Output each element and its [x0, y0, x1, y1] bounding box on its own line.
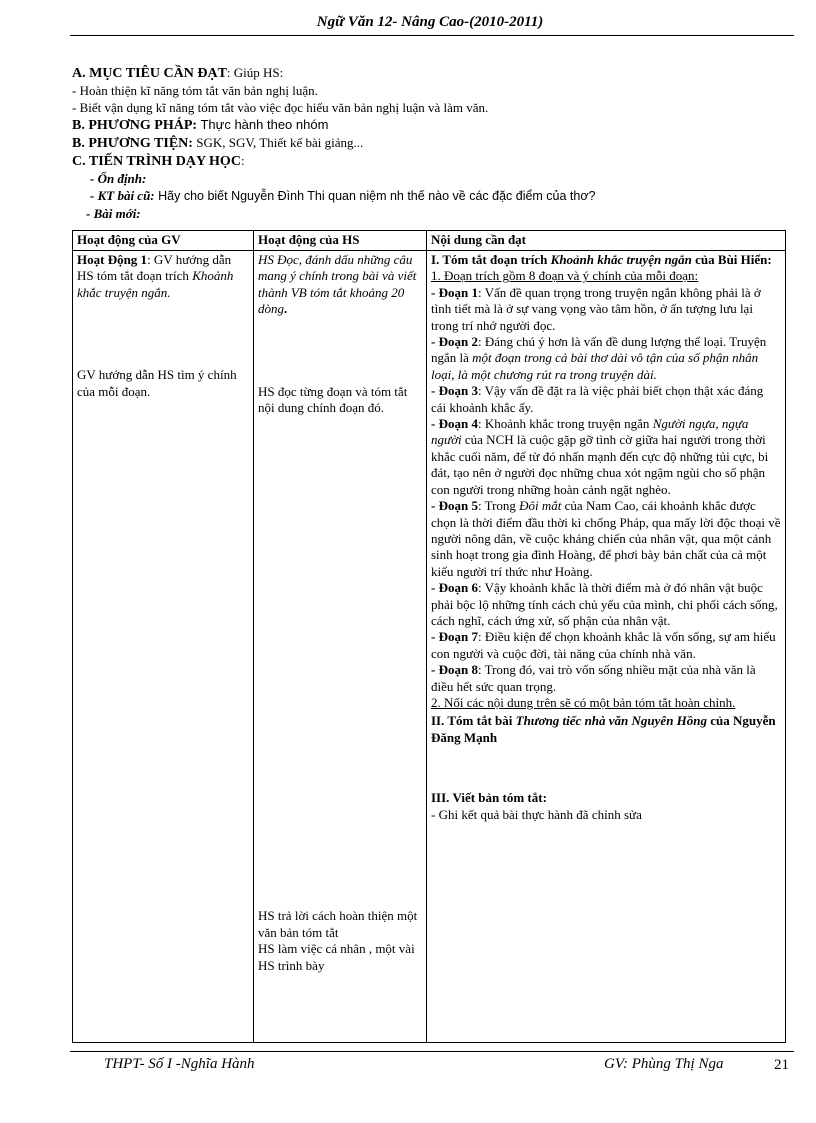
new-lesson-line — [72, 205, 792, 222]
objectives-heading — [72, 64, 792, 82]
stabilize-line — [72, 170, 792, 187]
student-activity-3: HS trả lời cách hoàn thiện một văn bản tóm tắt — [258, 908, 418, 940]
lesson-table — [72, 230, 786, 1043]
paragraph-8 — [431, 662, 781, 695]
student-activity-1 — [258, 252, 422, 318]
student-activity-4: HS làm việc cá nhân , một vài HS trình bày — [258, 941, 415, 973]
objectives-suffix: : Giúp HS: — [226, 65, 284, 80]
paragraph-5 — [431, 498, 781, 580]
header-teacher-activity: Hoạt động của GV — [73, 231, 254, 251]
header-student-activity: Hoạt động của HS — [254, 231, 427, 251]
content-item-1: 1. Đoạn trích gồm 8 đoạn và ý chính của mỗi đoạn: — [431, 268, 699, 284]
method-label: B. PHƯƠNG PHÁP: — [72, 118, 198, 133]
materials-line — [72, 134, 792, 152]
paragraph-3-label: - Đoạn 3 — [431, 383, 478, 399]
materials-text: SGK, SGV, Thiết kế bài giảng... — [192, 135, 364, 150]
procedure-heading — [72, 152, 792, 170]
materials-label: B. PHƯƠNG TIỆN: — [72, 136, 193, 151]
paragraph-5-text-cont: của Nam Cao, cái khoảnh khắc được chọn là thời điểm đầu thời kì chống Pháp, qua mấy lời độc thoại về người nông dân, về cuộc kháng chiến của nhân vật, qua một cảnh sinh hoạt trong gia đình Hoàng, để phơi bày bản chất của cả một kiểu người trí thức như Hoàng. — [431, 498, 781, 579]
procedure-suffix: : — [240, 153, 245, 168]
paragraph-4 — [431, 416, 781, 498]
student-activity-cell — [254, 251, 427, 1043]
paragraph-2-label: - Đoạn 2 — [431, 334, 478, 350]
section-1-title: Khoảnh khắc truyện ngắn — [550, 252, 692, 267]
section-2-prefix: II. Tóm tắt bài — [431, 713, 516, 729]
paragraph-2-text: : Đáng chú ý hơn là vấn đề dung lượng thể loại. Truyện ngắn là — [431, 334, 767, 366]
objective-item: - Hoàn thiện kĩ năng tóm tắt văn bản nghị luận. — [72, 83, 318, 98]
paragraph-8-text: : Trong đó, vai trò vốn sống nhiều mặt của nhà văn là điều hết sức quan trọng. — [431, 662, 756, 694]
page-number: 21 — [774, 1057, 789, 1073]
section-2-title: Thương tiếc nhà văn Nguyên Hồng — [515, 713, 708, 729]
paragraph-6-text: : Vậy khoảnh khắc là thời điểm mà ở đó nhân vật buộc phải bộc lộ những tính cách chủ yếu của mình, chi phối cách sống, cách nghĩ, cách ứng xử, số phận của nhân vật. — [431, 580, 778, 628]
activity-2: GV hướng dẫn HS tìm ý chính của mỗi đoạn. — [77, 367, 237, 399]
paragraph-1-label: - Đoạn 1 — [431, 284, 478, 300]
old-lesson-question: Hãy cho biết Nguyễn Đình Thi quan niệm nh thế nào về các đặc điểm của thơ? — [154, 189, 596, 203]
footer-teacher: GV: Phùng Thị Nga — [604, 1056, 724, 1072]
objectives-label: A. MỤC TIÊU CẦN ĐẠT — [72, 66, 227, 81]
paragraph-6 — [431, 580, 781, 629]
lesson-intro — [72, 64, 792, 222]
header-content: Nội dung cần đạt — [427, 231, 786, 251]
paragraph-5-text: : Trong — [477, 498, 520, 514]
paragraph-2-quote: một đoạn trong cả bài thơ dài vô tận của số phận nhân loại, là một chương rút ra trong truyện dài. — [431, 350, 759, 382]
student-activity-2: HS đọc từng đoạn và tóm tắt nội dung chính đoạn đó. — [258, 383, 408, 416]
header-divider — [70, 35, 794, 36]
paragraph-2 — [431, 334, 781, 383]
page-header-title: Ngữ Văn 12- Nâng Cao-(2010-2011) — [316, 14, 544, 30]
paragraph-4-label: - Đoạn 4 — [431, 416, 478, 432]
activity-1-title: Khoảnh khắc truyện ngắn. — [77, 268, 234, 300]
stabilize-label: - Ổn định: — [90, 171, 147, 186]
section-3-item: - Ghi kết quả bài thực hành đã chỉnh sửa — [431, 806, 642, 822]
table-row — [73, 251, 786, 1043]
section-1-suffix: của Bùi Hiển: — [691, 252, 772, 267]
new-lesson-label: - Bài mới: — [86, 206, 141, 221]
paragraph-1-text: : Vấn đề quan trọng trong truyện ngắn không phải là ở tình tiết mà là ở sự vang vọng vào tâm hồn, ở ấn tượng lưu lại trong trí nhớ người đọc. — [431, 284, 761, 333]
paragraph-4-text-cont: của NCH là cuộc gặp gỡ tình cờ giữa hai người trong thời khắc cuối năm, để từ đó nhấn mạnh đến cực độ những tủi cực, bi đát, tạo nên ở người đọc những chua xót ngậm ngùi cho số phận con người trong những hoàn cảnh ngặt nghèo. — [431, 432, 769, 497]
section-2-heading — [431, 713, 781, 746]
paragraph-1 — [431, 285, 781, 334]
old-lesson-check — [72, 187, 792, 205]
paragraph-4-text: : Khoảnh khắc trong truyện ngắn — [477, 416, 653, 432]
paragraph-4-work-title: Người ngựa, ngựa người — [431, 416, 749, 448]
paragraph-7-label: - Đoạn 7 — [431, 629, 478, 645]
student-activity-1-end: . — [284, 301, 288, 317]
content-cell — [427, 251, 786, 1043]
paragraph-7 — [431, 629, 781, 662]
old-lesson-label: - KT bài cũ: — [90, 188, 155, 203]
section-2-suffix: của Nguyễn Đăng Mạnh — [431, 713, 776, 745]
paragraph-3-text: : Vậy vấn đề đặt ra là việc phải biết chọn thật xác đáng cái khoảnh khắc ấy. — [431, 383, 764, 415]
content-item-2: 2. Nối các nội dung trên sẽ có một bản tóm tắt hoàn chỉnh. — [431, 694, 736, 710]
paragraph-3 — [431, 383, 781, 416]
activity-1 — [77, 252, 249, 301]
procedure-label: C. TIẾN TRÌNH DẠY HỌC — [72, 154, 241, 169]
footer-divider — [70, 1051, 794, 1052]
paragraph-6-label: - Đoạn 6 — [431, 580, 478, 596]
student-activity-1-text: HS Đọc, đánh dấu những câu mang ý chính trong bài và viết thành VB tóm tắt khoảng 20 dòng — [258, 252, 417, 317]
table-header-row — [73, 231, 786, 251]
paragraph-5-label: - Đoạn 5 — [431, 498, 478, 514]
section-1-prefix: I. Tóm tắt đoạn trích — [431, 252, 551, 267]
section-1-heading — [431, 252, 781, 268]
paragraph-5-work-title: Đôi mắt — [519, 498, 562, 514]
paragraph-8-label: - Đoạn 8 — [431, 662, 478, 678]
section-3-heading: III. Viết bản tóm tắt: — [431, 790, 547, 806]
teacher-activity-cell — [73, 251, 254, 1043]
paragraph-7-text: : Điều kiện để chọn khoảnh khắc là vốn sống, sự am hiểu con người và cuộc đời, tài năng của chính nhà văn. — [431, 629, 776, 661]
activity-1-label: Hoạt Động 1 — [77, 252, 148, 267]
footer-school: THPT- Số I -Nghĩa Hành — [104, 1056, 255, 1072]
method-line — [72, 116, 792, 134]
method-text: Thực hành theo nhóm — [197, 117, 329, 132]
activity-1-text: : GV hướng dẫn HS tóm tắt đoạn trích — [77, 252, 232, 284]
objective-item: - Biết vận dụng kĩ năng tóm tắt vào việc đọc hiểu văn bản nghị luận và làm văn. — [72, 100, 489, 115]
